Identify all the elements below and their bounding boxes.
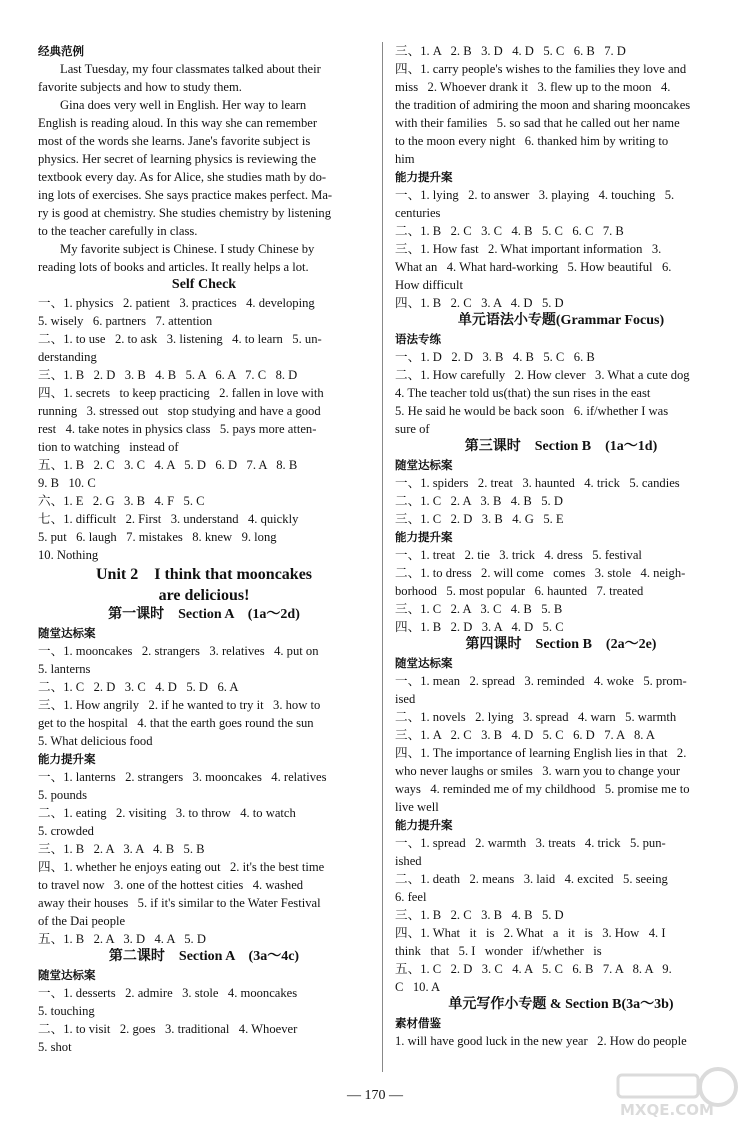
text-line: 一、1. mooncakes 2. strangers 3. relatives 4. put on (38, 644, 319, 658)
text-line: 5. wisely 6. partners 7. attention (38, 314, 213, 328)
column-divider (382, 42, 383, 1072)
text-line: 三、1. A 2. B 3. D 4. D 5. C 6. B 7. D (395, 44, 626, 58)
text-line: 二、1. How carefully 2. How clever 3. What a cute dog (395, 368, 690, 382)
text-line: 二、1. eating 2. visiting 3. to throw 4. to watch (38, 806, 296, 820)
lesson-title: 第四课时 Section B (2a～2e) (465, 637, 657, 652)
text-line: 一、1. lying 2. to answer 3. playing 4. touching 5. (395, 188, 675, 202)
section-heading: 随堂达标案 (395, 458, 453, 472)
text-line: rest 4. take notes in physics class 5. pays more atten- (38, 422, 317, 436)
text-line: 四、1. secrets to keep practicing 2. fallen in love with (38, 386, 324, 400)
text-line: Gina does very well in English. Her way to learn (60, 98, 307, 112)
text-line: of the Dai people (38, 914, 126, 928)
text-line: 5. pounds (38, 788, 87, 802)
section-heading: 语法专练 (395, 332, 441, 346)
lesson-title: 单元写作小专题 & Section B(3a～3b) (448, 997, 674, 1012)
text-line: 二、1. to use 2. to ask 3. listening 4. to learn 5. un- (38, 332, 322, 346)
text-line: 四、1. whether he enjoys eating out 2. it's the best time (38, 860, 325, 874)
text-line: 三、1. How angrily 2. if he wanted to try it 3. how to (38, 698, 321, 712)
text-line: away their houses 5. if it's similar to the Water Festival (38, 896, 321, 910)
text-line: 5. touching (38, 1004, 95, 1018)
text-line: ised (395, 692, 416, 706)
watermark-logo (610, 1065, 740, 1120)
text-line: 七、1. difficult 2. First 3. understand 4. quickly (38, 512, 299, 526)
text-line: to the moon every night 6. thanked him by writing to (395, 134, 669, 148)
text-line: 六、1. E 2. G 3. B 4. F 5. C (38, 494, 205, 508)
text-line: 一、1. lanterns 2. strangers 3. mooncakes 4. relatives (38, 770, 327, 784)
text-line: 三、1. B 2. D 3. B 4. B 5. A 6. A 7. C 8. D (38, 368, 298, 382)
lesson-title: 第一课时 Section A (1a～2d) (108, 607, 300, 622)
text-line: 二、1. novels 2. lying 3. spread 4. warn 5. warmth (395, 710, 677, 724)
text-line: ways 4. reminded me of my childhood 5. promise me to (395, 782, 690, 796)
text-line: 三、1. B 2. C 3. B 4. B 5. D (395, 908, 564, 922)
text-line: reading lots of books and articles. It really helps a lot. (38, 260, 309, 274)
text-line: 一、1. treat 2. tie 3. trick 4. dress 5. festival (395, 548, 642, 562)
text-line: 三、1. C 2. D 3. B 4. G 5. E (395, 512, 564, 526)
text-line: 二、1. B 2. C 3. C 4. B 5. C 6. C 7. B (395, 224, 624, 238)
text-line: 三、1. How fast 2. What important information 3. (395, 242, 662, 256)
text-line: 5. put 6. laugh 7. mistakes 8. knew 9. long (38, 530, 277, 544)
text-line: centuries (395, 206, 441, 220)
text-line: 三、1. A 2. C 3. B 4. D 5. C 6. D 7. A 8. A (395, 728, 655, 742)
text-line: derstanding (38, 350, 97, 364)
section-heading: 能力提升案 (395, 170, 453, 184)
text-line: 二、1. to dress 2. will come comes 3. stole 4. neigh- (395, 566, 686, 580)
text-line: borhood 5. most popular 6. haunted 7. treated (395, 584, 644, 598)
text-line: 四、1. The importance of learning English lies in that 2. (395, 746, 687, 760)
section-heading: 能力提升案 (395, 818, 453, 832)
text-line: textbook every day. As for Alice, she studies math by do- (38, 170, 327, 184)
text-line: 四、1. What it is 2. What a it is 3. How 4. I (395, 926, 666, 940)
text-line: 三、1. C 2. A 3. C 4. B 5. B (395, 602, 563, 616)
text-line: 四、1. B 2. D 3. A 4. D 5. C (395, 620, 564, 634)
text-line: ing lots of exercises. She says practice makes perfect. Ma- (38, 188, 333, 202)
text-line: Last Tuesday, my four classmates talked about their (60, 62, 321, 76)
text-line: 5. He said he would be back soon 6. if/whether I was (395, 404, 669, 418)
section-heading: 能力提升案 (38, 752, 96, 766)
text-line: C 10. A (395, 980, 441, 994)
section-heading: 素材借鉴 (395, 1016, 441, 1030)
text-line: to travel now 3. one of the hottest cities 4. washed (38, 878, 304, 892)
lesson-title: 单元语法小专题(Grammar Focus) (457, 313, 665, 328)
text-line: 5. crowded (38, 824, 94, 838)
section-heading: 经典范例 (38, 44, 84, 58)
text-line: 一、1. spiders 2. treat 3. haunted 4. trick 5. candies (395, 476, 680, 490)
text-line: ished (395, 854, 422, 868)
text-line: 二、1. death 2. means 3. laid 4. excited 5. seeing (395, 872, 668, 886)
section-heading: 能力提升案 (395, 530, 453, 544)
text-line: think that 5. I wonder if/whether is (395, 944, 602, 958)
lesson-title: are delicious! (158, 587, 250, 604)
lesson-title: 第二课时 Section A (3a～4c) (108, 949, 300, 964)
text-line: 1. will have good luck in the new year 2. How do people (395, 1034, 687, 1048)
text-line: 五、1. B 2. A 3. D 4. A 5. D (38, 932, 206, 946)
text-line: How difficult (395, 278, 463, 292)
text-line: 一、1. D 2. D 3. B 4. B 5. C 6. B (395, 350, 595, 364)
lesson-title: 第三课时 Section B (1a～1d) (464, 439, 658, 454)
text-line: 4. The teacher told us(that) the sun rises in the east (395, 386, 651, 400)
section-heading: 随堂达标案 (38, 626, 96, 640)
text-line: 五、1. C 2. D 3. C 4. A 5. C 6. B 7. A 8. A 9. (395, 962, 672, 976)
section-heading: 随堂达标案 (395, 656, 453, 670)
text-line: miss 2. Whoever drank it 3. flew up to the moon 4. (395, 80, 671, 94)
svg-text:MXQE.COM: MXQE.COM (620, 1101, 714, 1119)
text-line: to the teacher carefully in class. (38, 224, 198, 238)
text-line: 一、1. spread 2. warmth 3. treats 4. trick 5. pun- (395, 836, 666, 850)
text-line: who never laughs or smiles 3. warn you to change your (395, 764, 681, 778)
text-line: 一、1. desserts 2. admire 3. stole 4. mooncakes (38, 986, 298, 1000)
text-line: 9. B 10. C (38, 476, 96, 490)
text-line: 四、1. B 2. C 3. A 4. D 5. D (395, 296, 564, 310)
text-line: 二、1. C 2. D 3. C 4. D 5. D 6. A (38, 680, 239, 694)
text-line: 5. lanterns (38, 662, 91, 676)
text-line: tion to watching instead of (38, 440, 179, 454)
text-line: 二、1. to visit 2. goes 3. traditional 4. Whoever (38, 1022, 298, 1036)
text-line: 一、1. physics 2. patient 3. practices 4. developing (38, 296, 315, 310)
text-line: ry is good at chemistry. She studies chemistry by listening (38, 206, 332, 220)
text-line: 5. shot (38, 1040, 72, 1054)
text-line: What an 4. What hard-working 5. How beautiful 6. (395, 260, 672, 274)
text-line: 5. What delicious food (38, 734, 153, 748)
text-line: sure of (395, 422, 430, 436)
text-line: 二、1. C 2. A 3. B 4. B 5. D (395, 494, 563, 508)
left-column (38, 42, 370, 1056)
text-line: live well (395, 800, 439, 814)
text-line: 四、1. carry people's wishes to the families they love and (395, 62, 687, 76)
section-heading: 随堂达标案 (38, 968, 96, 982)
right-column (395, 42, 727, 1050)
text-line: with their families 5. so sad that he called out her name (395, 116, 680, 130)
lesson-title: Unit 2 I think that mooncakes (95, 566, 313, 583)
text-line: most of the words she learns. Jane's favorite subject is (38, 134, 311, 148)
text-line: physics. Her secret of learning physics is reviewing the (38, 152, 317, 166)
text-line: My favorite subject is Chinese. I study Chinese by (60, 242, 315, 256)
text-line: 10. Nothing (38, 548, 99, 562)
text-line: 五、1. B 2. C 3. C 4. A 5. D 6. D 7. A 8. B (38, 458, 298, 472)
text-line: 一、1. mean 2. spread 3. reminded 4. woke 5. prom- (395, 674, 687, 688)
text-line: get to the hospital 4. that the earth goes round the sun (38, 716, 314, 730)
text-line: favorite subjects and how to study them. (38, 80, 242, 94)
text-line: English is reading aloud. In this way she can remember (38, 116, 318, 130)
text-line: the tradition of admiring the moon and sharing mooncakes (395, 98, 691, 112)
lesson-title: Self Check (171, 277, 237, 292)
text-line: 6. feel (395, 890, 427, 904)
text-line: him (395, 152, 415, 166)
text-line: running 3. stressed out stop studying and have a good (38, 404, 321, 418)
page-number: — 170 — (347, 1088, 403, 1103)
text-line: 三、1. B 2. A 3. A 4. B 5. B (38, 842, 205, 856)
